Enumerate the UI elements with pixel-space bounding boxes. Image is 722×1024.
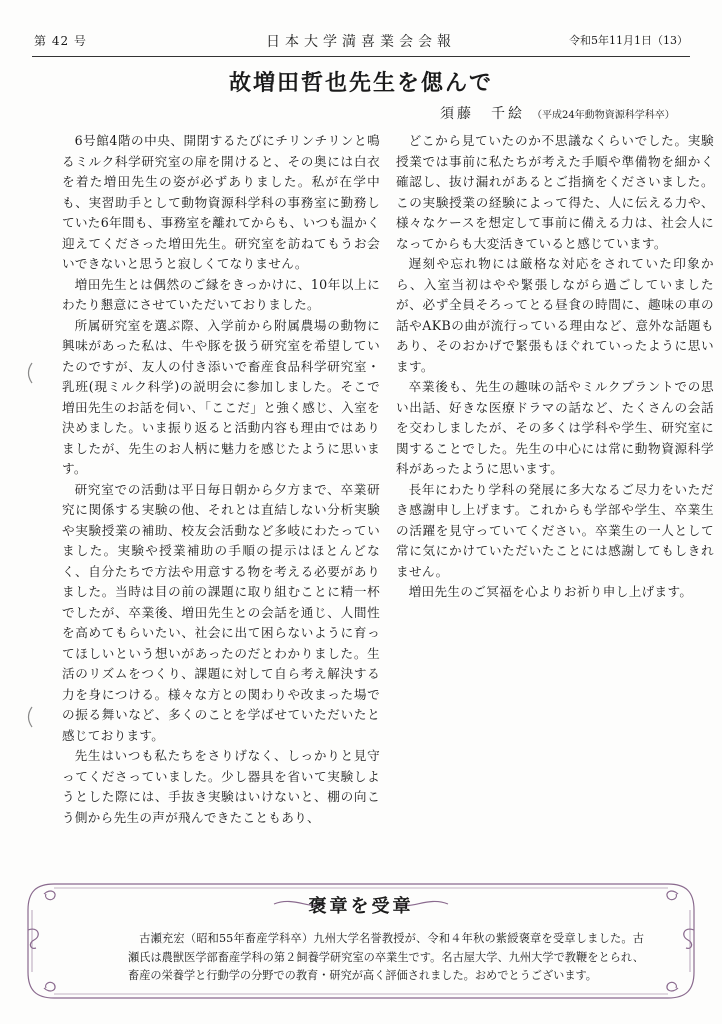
article-paragraph: 長年にわたり学科の発展に多大なるご尽力をいただき感謝申し上げます。これからも学部や学生、卒業生の活躍を見守っていてください。卒業生の一人として常に気にかけていただいたことには感謝してもしきれません。 xyxy=(396,481,714,579)
page-header xyxy=(34,30,688,52)
article-paragraph: 卒業後も、先生の趣味の話やミルクプラントでの思い出話、好きな医療ドラマの話など、たくさんの会話を交わしましたが、その多くは学科や学生、研究室に関することでした。先生の中心には常に動物資源科学科があったように思います。 xyxy=(396,379,714,476)
binder-hole-mark xyxy=(24,362,34,384)
header-rule xyxy=(32,56,690,57)
publication-name: 日本大学満喜業会会報 xyxy=(266,34,456,50)
article-paragraph: 6号館4階の中央、開閉するたびにチリンチリンと鳴るミルク科学研究室の扉を開けると、その奥には白衣を着た増田先生の姿が必ずありました。私が在学中も、実習助手として動物資源科学科の事務室に勤務していた6年間も、事務室を離れてからも、いつも温かく迎えてくださった増田先生。研究室を訪ねてもうお会いできないと思うと寂しくてなりません。 xyxy=(62,133,380,271)
award-text: 古瀬充宏（昭和55年畜産学科卒）九州大学名誉教授が、令和４年秋の紫綬褒章を受章しました。古瀬氏は農獣医学部畜産学科の第２飼養学研究室の卒業生です。名古屋大学、九州大学で教鞭をとられ、畜産の栄養学と行動学の分野での教育・研究が高く評価されました。おめでとうございます。 xyxy=(128,932,644,982)
article-column-left xyxy=(62,131,380,828)
article-column-right xyxy=(396,131,714,603)
binder-hole-mark xyxy=(24,706,34,728)
award-title: 褒章を受章 xyxy=(308,896,414,917)
article-paragraph: 増田先生のご冥福を心よりお祈り申し上げます。 xyxy=(408,584,693,599)
article-paragraph: どこから見ていたのか不思議なくらいでした。実験授業では事前に私たちが考えた手順や準備物を細かく確認し、抜け漏れがあるとご指摘をくださいました。この実験授業の経験によって得た、人に伝える力や、様々なケースを想定して事前に備える力は、社会人になってからも大変活きていると感じています。 xyxy=(396,133,714,251)
article-paragraph: 先生はいつも私たちをさりげなく、しっかりと見守ってくださっていました。少し器具を省いて実験しようとした際には、手抜き実験はいけないと、棚の向こう側から先生の声が飛んできたこともあり、 xyxy=(62,748,380,825)
article-paragraph: 所属研究室を選ぶ際、入学前から附属農場の動物に興味があった私は、牛や豚を扱う研究室を希望していたのですが、友人の付き添いで畜産食品科学研究室・乳班(現ミルク科学)の説明会に参加しました。そこで増田先生のお話を伺い､「ここだ」と強く感じ、入室を決めました。いま振り返ると活動内容も理由ではありましたが、先生のお人柄に魅力を感じたように思います。 xyxy=(62,317,380,476)
award-notice-box xyxy=(24,880,698,1002)
article-paragraph: 増田先生とは偶然のご縁をきっかけに、10年以上にわたり懇意にさせていただいておりました。 xyxy=(62,276,380,312)
issue-date-page: 令和5年11月1日（13） xyxy=(569,34,688,47)
article-paragraph: 研究室での活動は平日毎日朝から夕方まで、卒業研究に関係する実験の他、それとは直結しない分析実験や実験授業の補助、校友会活動など多岐にわたっていました。実験や授業補助の手順の提示はほとんどなく、自分たちで方法や用意する物を考える必要がありました。当時は目の前の課題に取り組むことに精一杯でしたが、卒業後、増田先生との会話を通じ、人間性を高めてもらいたい、社会に出て困らないように育ってほしいという想いがあったのだとわかりました。生活のリズムをつくり、課題に対して自ら考え解決する力を身につける。様々な方との関わりや改まった場での振る舞いなど、多くのことを学ばせていただいたと感じております。 xyxy=(62,481,380,743)
author-affiliation: （平成24年動物資源科学科卒） xyxy=(532,110,675,121)
issue-number: 第 42 号 xyxy=(34,34,87,48)
article-paragraph: 遅刻や忘れ物には厳格な対応をされていた印象から、入室当初はやや緊張しながら過ごしていましたが、必ず全員そろってとる昼食の時間に、趣味の車の話やAKBの曲が流行っている理由など、意外な話題もあり、そのおかげで緊張もほぐれていったように思います。 xyxy=(396,256,714,374)
article-author: 須藤 千絵 xyxy=(440,106,525,122)
article-title: 故増田哲也先生を偲んで xyxy=(228,70,493,96)
